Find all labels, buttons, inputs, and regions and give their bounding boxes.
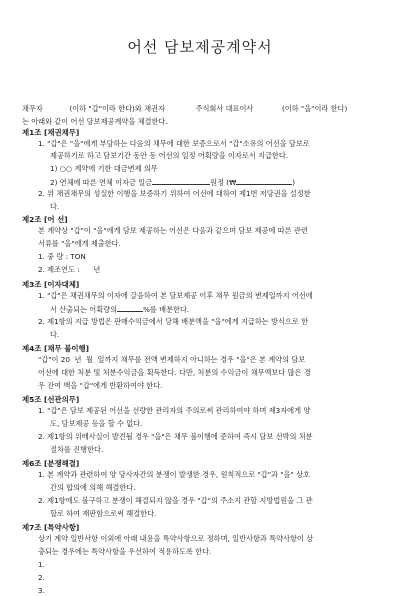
article-3-line: 다.: [50, 330, 60, 339]
article-6-line: 2. 제1항에도 불구하고 분쟁이 해결되지 않을 경우 "갑"의 주소지 관할 지방법원을 그 관: [38, 496, 313, 505]
article-3-line: 1. "갑"은 채권채무의 이자에 갈음하여 본 담보제공 이후 채무 원금의 변제일까지 어선에: [38, 291, 313, 300]
creditor-alias: (이하 "을"이라 한다): [281, 104, 348, 113]
article-4-line: 어선에 대한 처분 및 처분수익금을 획득한다. 다만, 처분의 수익금이 채무액보다 많은 경: [38, 368, 311, 377]
article-7-heading: 제7조 [특약사항]: [22, 523, 80, 532]
creditor-name: 주식회사 대표이사: [195, 104, 254, 113]
article-2-line: 본 계약상 "갑"이 "을"에게 담보 제공하는 어선은 다음과 같으며 담보 제공에 따른 관련: [38, 226, 308, 235]
document-title: 어선 담보제공계약서: [127, 38, 273, 56]
article-1-line: 1. "갑"은 "을"에게 부담하는 다음의 채무에 대한 보증으로서 "갑"소유의 어선을 담보로: [38, 139, 310, 148]
special-term-2: 2.: [38, 573, 45, 582]
won-label: 원정 (₩: [210, 178, 237, 187]
paren-close: ): [292, 178, 296, 187]
article-3-heading: 제3조 [이자대체]: [22, 280, 80, 289]
special-term-3: 3.: [38, 586, 45, 595]
article-4-line: "갑"이 20 년 월 일까지 채무를 전액 변제하지 아니하는 경우 "을"은 본 계약의 담보: [38, 355, 306, 364]
article-5-line: 2. 제1항의 위배사실이 발견될 경우 "을"은 채무 불이행에 준하여 즉시 담보 선박의 처분: [38, 432, 313, 441]
article-1-line: 다.: [50, 202, 60, 211]
article-7-line: 충되는 경우에는 특약사항을 우선하여 적용하도록 한다.: [38, 547, 212, 556]
article-5-line: 1. "갑"은 담보 제공된 어선을 선량한 관리자의 주의로써 관리하여야 하며 제3자에게 양: [38, 406, 311, 415]
article-4-line: 우 잔여 액을 "갑"에게 반환하여야 한다.: [38, 381, 163, 390]
catch-share-label: 서 산출되는 어획량의: [50, 305, 118, 314]
special-term-1: 1.: [38, 560, 45, 569]
article-2-line: 1. 중 량 : TON: [38, 252, 86, 261]
article-4-heading: 제4조 [채무 불이행]: [22, 344, 90, 353]
article-6-line: 1. 본 계약과 관련하여 양 당사자간의 분쟁이 발생한 경우, 원칙적으로 "갑"과 "을" 상호: [38, 470, 310, 479]
percent-label: %를 배분한다.: [143, 305, 190, 314]
article-5-line: 도, 담보제공 등을 할 수 없다.: [50, 419, 143, 428]
creditor-label: 채권자: [144, 104, 165, 113]
article-2-line: 2. 제조연도 : 년: [38, 265, 101, 274]
intro-line-1: [22, 104, 347, 114]
article-1-line: 1) ○○ 계약에 기한 대금변제 의무: [50, 164, 158, 173]
article-1-line: 2. 위 채권채무의 성실한 이행을 보증하기 위하여 어선에 대하여 제1번 저당권을 설정한: [38, 189, 311, 198]
article-1-heading: 제1조 [채권채무]: [22, 128, 80, 137]
intro-line-2: 는 아래와 같이 어선 담보제공계약을 체결한다.: [22, 117, 168, 126]
article-6-heading: 제6조 [분쟁해결]: [22, 459, 80, 468]
article-1-line: [50, 178, 295, 186]
interest-amount-label: 2) 연체에 따른 연체 이자금 일금: [50, 178, 153, 187]
article-5-line: 절차를 진행한다.: [50, 445, 104, 454]
article-1-line: 제공하기로 하고 담보기간 동안 동 어선의 일정 어획량을 이자로서 지급한다.: [50, 151, 289, 160]
article-6-line: 할로 하여 재판함으로써 해결한다.: [50, 509, 157, 518]
article-3-line: 2. 제1항의 지급 방법은 판매수익금에서 당해 배분액을 "을"에게 지급하는 방식으로 한: [38, 317, 309, 326]
article-2-heading: 제2조 [어 선]: [22, 215, 68, 224]
article-3-line: [50, 305, 189, 313]
debtor-label: 채무자: [22, 104, 43, 113]
article-6-line: 간의 합의에 의해 해결한다.: [50, 483, 136, 492]
debtor-alias: (이하 "갑"이라 한다)와: [69, 104, 142, 113]
article-5-heading: 제5조 [선관의무]: [22, 395, 80, 404]
article-2-line: 서류를 "을"에게 제출한다.: [38, 239, 121, 248]
article-7-line: 상기 계약 일반사항 이외에 아래 내용을 특약사항으로 정하며, 일반사항과 특약사항이 상: [38, 534, 314, 543]
